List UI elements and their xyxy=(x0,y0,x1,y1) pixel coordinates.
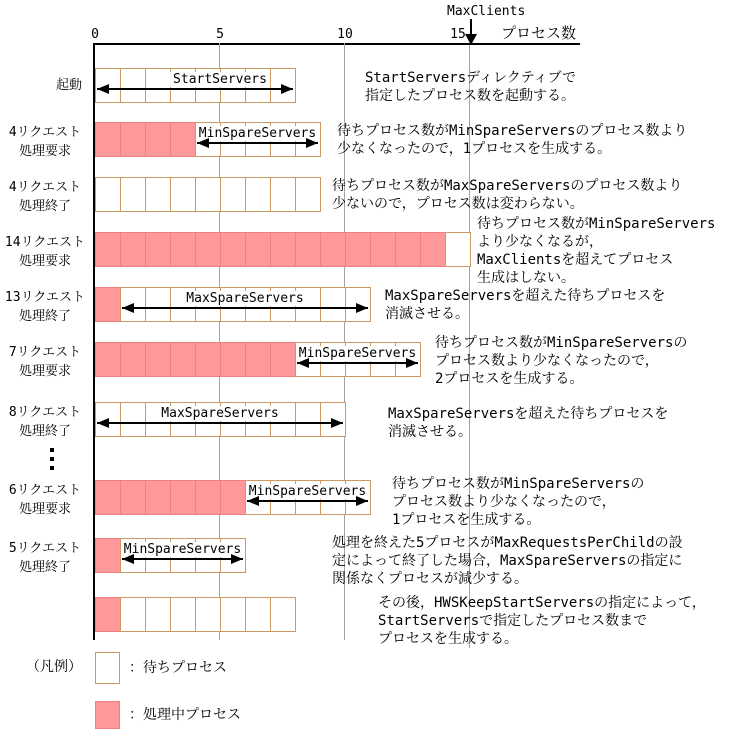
process-box-waiting xyxy=(445,232,471,267)
range-arrow-label: StartServers xyxy=(170,72,270,87)
process-box-busy xyxy=(95,122,121,157)
arrow-head-left-icon xyxy=(247,496,259,506)
range-arrow-label: MaxSpareServers xyxy=(158,406,281,421)
maxclients-label: MaxClients xyxy=(447,4,526,19)
process-box-busy xyxy=(145,480,171,515)
process-box-busy xyxy=(270,342,296,377)
process-box-waiting xyxy=(320,287,346,322)
arrow-head-right-icon xyxy=(231,554,243,564)
row-label-line: 14リクエスト xyxy=(4,235,86,250)
process-box-busy xyxy=(170,122,196,157)
annotation-line: MaxSpareServersを超えた待ちプロセスを xyxy=(388,406,669,422)
arrow-head-left-icon xyxy=(122,303,134,313)
process-box-busy xyxy=(270,232,296,267)
process-box-busy xyxy=(120,480,146,515)
axis-line xyxy=(94,43,580,45)
row-label xyxy=(0,481,90,519)
legend-heading: （凡例） xyxy=(26,659,82,675)
row-label-line: 13リクエスト xyxy=(4,290,86,305)
arrow-head-left-icon xyxy=(197,138,209,148)
annotation-line: 消滅させる。 xyxy=(385,306,469,322)
range-arrow xyxy=(97,422,343,424)
process-box-busy xyxy=(195,232,221,267)
annotation-line: MaxSpareServersを超えた待ちプロセスを xyxy=(385,288,666,304)
row-label xyxy=(0,69,90,95)
range-arrow xyxy=(247,500,368,502)
process-box-busy xyxy=(95,480,121,515)
vertical-ellipsis-dot xyxy=(50,448,54,452)
row-label-line: 処理要求 xyxy=(18,254,71,269)
process-box-waiting xyxy=(245,177,271,212)
annotation-line: 消滅させる。 xyxy=(388,424,472,440)
annotation-line: 定によって終了した場合，MaxSpareServersの指定に xyxy=(332,553,683,569)
annotation-line: 待ちプロセス数がMinSpareServersのプロセス数より xyxy=(337,123,688,139)
range-arrow-label: MaxSpareServers xyxy=(183,291,306,306)
annotation-line: 待ちプロセス数がMinSpareServersの xyxy=(392,476,645,492)
process-box-busy xyxy=(195,480,221,515)
annotation-line: 生成はしない。 xyxy=(477,270,575,286)
process-box-waiting xyxy=(220,177,246,212)
process-box-busy xyxy=(170,342,196,377)
process-box-waiting xyxy=(270,177,296,212)
process-box-waiting xyxy=(170,597,196,632)
process-box-busy xyxy=(95,287,121,322)
tick-label: 15 xyxy=(450,27,466,42)
tick-label: 0 xyxy=(91,27,99,42)
arrow-head-right-icon xyxy=(306,138,318,148)
process-box-busy xyxy=(220,232,246,267)
arrow-head-left-icon xyxy=(97,84,109,94)
arrow-head-right-icon xyxy=(406,358,418,368)
process-box-busy xyxy=(120,342,146,377)
row-label-line: 処理要求 xyxy=(18,144,71,159)
range-arrow xyxy=(97,88,293,90)
process-box-busy xyxy=(120,122,146,157)
legend-swatch-waiting xyxy=(95,652,120,684)
range-arrow xyxy=(122,558,243,560)
process-box-busy xyxy=(170,232,196,267)
row-label-line: 処理要求 xyxy=(18,502,71,517)
annotation-line: StartServersで指定したプロセス数まで xyxy=(378,613,648,629)
process-box-busy xyxy=(120,232,146,267)
annotation xyxy=(388,405,668,441)
row-label-line: 8リクエスト xyxy=(8,405,82,420)
row-label-line: 7リクエスト xyxy=(8,345,82,360)
annotation-line: その後，HWSKeepStartServersの指定によって， xyxy=(378,595,706,611)
process-box-waiting xyxy=(145,68,171,103)
process-box-busy xyxy=(395,232,421,267)
range-arrow xyxy=(297,362,418,364)
arrow-head-left-icon xyxy=(122,554,134,564)
process-box-waiting xyxy=(295,402,321,437)
process-box-busy xyxy=(420,232,446,267)
process-box-waiting xyxy=(120,177,146,212)
row-label xyxy=(0,403,90,441)
annotation xyxy=(378,594,706,648)
maxclients-arrowhead-icon xyxy=(465,34,477,45)
tick-label: 5 xyxy=(216,27,224,42)
annotation-line: より少なくなるが， xyxy=(477,234,603,250)
annotation xyxy=(332,177,682,213)
process-box-busy xyxy=(220,480,246,515)
process-box-waiting xyxy=(145,597,171,632)
annotation-line: 待ちプロセス数がMinSpareServersの xyxy=(435,335,688,351)
annotation-line: 処理を終えた5プロセスがMaxRequestsPerChildの設 xyxy=(332,535,683,551)
axis-title: プロセス数 xyxy=(501,24,577,42)
row-label-line: 処理終了 xyxy=(18,560,71,575)
annotation-line: 少ないので，プロセス数は変わらない。 xyxy=(332,196,584,212)
row-label-line: 4リクエスト xyxy=(8,180,82,195)
vertical-ellipsis-dot xyxy=(50,457,54,461)
process-box-waiting xyxy=(220,597,246,632)
row-label-line: 処理要求 xyxy=(18,364,71,379)
annotation-line: 指定したプロセス数を起動する。 xyxy=(365,88,575,104)
process-box-waiting xyxy=(120,402,146,437)
process-box-busy xyxy=(345,232,371,267)
arrow-head-right-icon xyxy=(356,303,368,313)
row-label-line: 5リクエスト xyxy=(8,541,82,556)
process-box-busy xyxy=(145,342,171,377)
annotation xyxy=(477,215,715,287)
process-box-busy xyxy=(320,232,346,267)
row-label-line: 処理終了 xyxy=(18,199,71,214)
annotation-line: プロセスを生成する。 xyxy=(378,631,518,647)
range-arrow-label: MinSpareServers xyxy=(296,346,419,361)
annotation xyxy=(332,534,683,588)
arrow-head-right-icon xyxy=(356,496,368,506)
process-box-busy xyxy=(95,342,121,377)
annotation-line: MaxClientsを超えてプロセス xyxy=(477,252,674,268)
annotation-line: プロセス数より少なくなったので， xyxy=(435,353,659,369)
process-box-busy xyxy=(145,232,171,267)
process-box-busy xyxy=(95,538,121,573)
process-box-waiting xyxy=(145,287,171,322)
annotation-line: 待ちプロセス数がMinSpareServers xyxy=(477,216,716,232)
process-box-waiting xyxy=(195,177,221,212)
arrow-head-right-icon xyxy=(331,418,343,428)
annotation-line: 1プロセスを生成する。 xyxy=(392,512,541,528)
tick-label: 10 xyxy=(337,27,353,42)
row-label-line: 6リクエスト xyxy=(8,483,82,498)
range-arrow-label: MinSpareServers xyxy=(246,484,369,499)
process-box-waiting xyxy=(295,177,321,212)
range-arrow-label: MinSpareServers xyxy=(196,126,319,141)
range-arrow xyxy=(197,142,318,144)
process-box-busy xyxy=(245,232,271,267)
row-label-line: 処理終了 xyxy=(18,424,71,439)
process-box-busy xyxy=(195,342,221,377)
annotation-line: 少なくなったので，1プロセスを生成する。 xyxy=(337,141,612,157)
process-box-waiting xyxy=(270,597,296,632)
vertical-ellipsis-dot xyxy=(50,466,54,470)
row-label-line: 処理終了 xyxy=(18,309,71,324)
annotation xyxy=(392,475,644,529)
row-label-line: 起動 xyxy=(55,78,82,93)
annotation-line: 待ちプロセス数がMaxSpareServersのプロセス数より xyxy=(332,178,683,194)
row-label xyxy=(0,343,90,381)
process-box-waiting xyxy=(170,177,196,212)
row-label xyxy=(0,539,90,577)
annotation xyxy=(385,287,665,323)
row-label xyxy=(0,123,90,161)
row-label xyxy=(0,233,90,271)
process-box-busy xyxy=(370,232,396,267)
arrow-head-left-icon xyxy=(297,358,309,368)
process-box-waiting xyxy=(145,177,171,212)
arrow-head-left-icon xyxy=(97,418,109,428)
range-arrow-label: MinSpareServers xyxy=(121,542,244,557)
process-box-waiting xyxy=(245,597,271,632)
process-box-busy xyxy=(295,232,321,267)
maxclients-arrow-icon xyxy=(470,19,472,35)
annotation xyxy=(365,69,576,105)
process-box-waiting xyxy=(120,68,146,103)
process-box-waiting xyxy=(95,177,121,212)
process-box-waiting xyxy=(120,597,146,632)
annotation xyxy=(435,334,687,388)
row-label xyxy=(0,178,90,216)
process-box-busy xyxy=(220,342,246,377)
process-box-busy xyxy=(170,480,196,515)
annotation-line: プロセス数より少なくなったので， xyxy=(392,494,616,510)
process-box-waiting xyxy=(195,597,221,632)
legend-swatch-busy xyxy=(95,701,120,729)
annotation-line: 関係なくプロセスが減少する。 xyxy=(332,571,528,587)
range-arrow xyxy=(122,307,368,309)
row-label xyxy=(0,288,90,326)
arrow-head-right-icon xyxy=(281,84,293,94)
legend-label-waiting: ：待ちプロセス xyxy=(129,660,227,676)
process-box-busy xyxy=(245,342,271,377)
annotation xyxy=(337,122,687,158)
legend-label-busy: ：処理中プロセス xyxy=(129,707,241,723)
annotation-line: 2プロセスを生成する。 xyxy=(435,371,584,387)
process-box-busy xyxy=(95,232,121,267)
process-box-busy xyxy=(95,597,121,632)
process-box-busy xyxy=(145,122,171,157)
annotation-line: StartServersディレクティブで xyxy=(365,70,577,86)
row-label-line: 4リクエスト xyxy=(8,125,82,140)
